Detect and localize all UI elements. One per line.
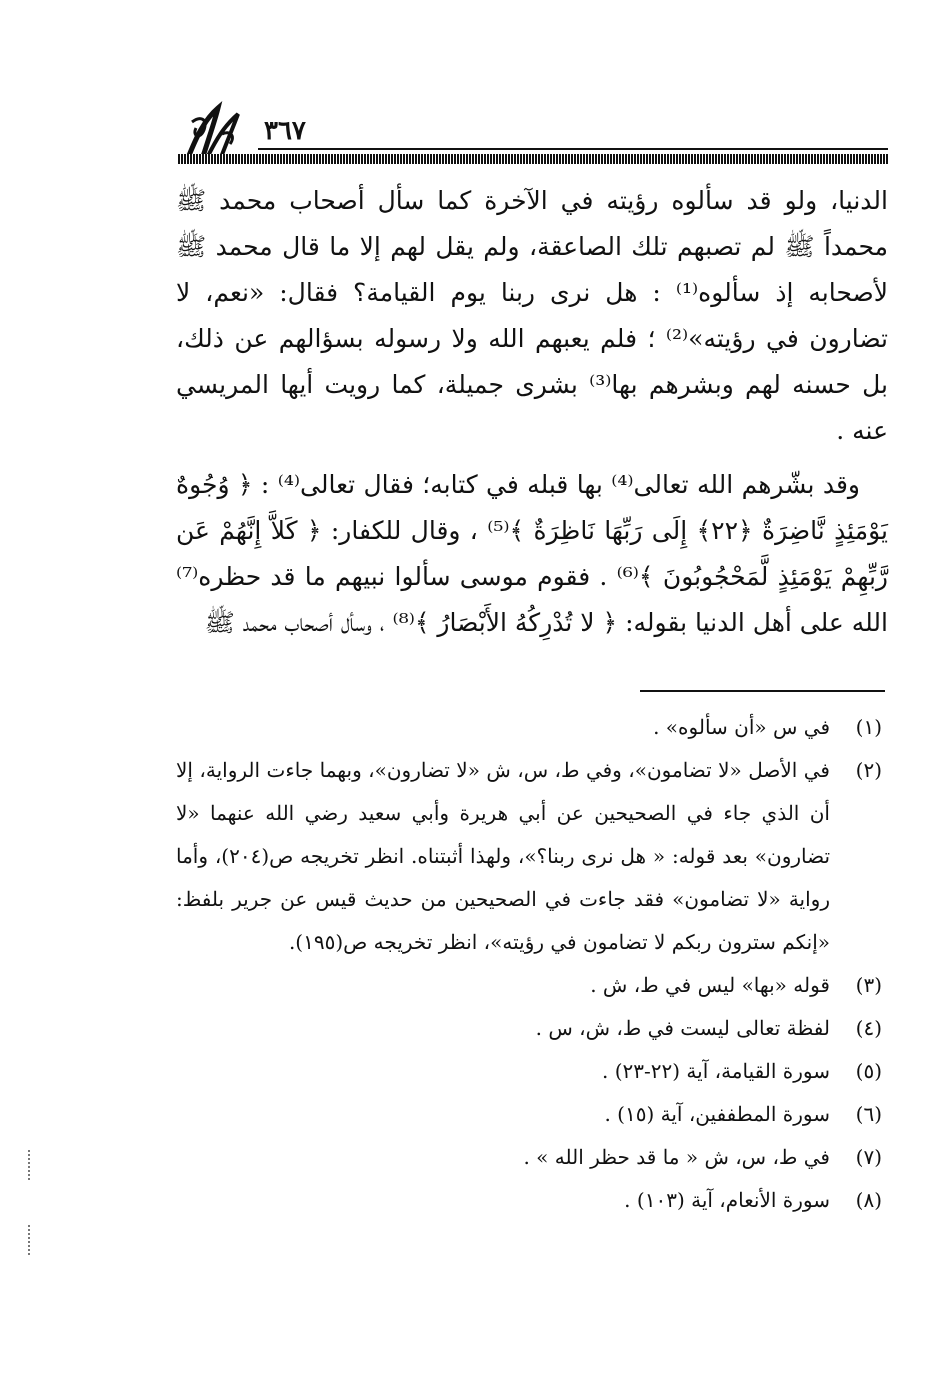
main-text bbox=[176, 178, 888, 654]
footnote-number: (٨) bbox=[855, 1188, 882, 1212]
page-header bbox=[178, 100, 888, 170]
scan-margin-mark bbox=[28, 1225, 34, 1255]
scan-margin-mark bbox=[28, 1150, 34, 1180]
footnote bbox=[176, 1050, 882, 1093]
footnote-number: (٧) bbox=[855, 1145, 882, 1169]
footnote bbox=[176, 1179, 882, 1222]
footnote-number: (١) bbox=[855, 715, 882, 739]
footnote-text: سورة القيامة، آية (٢٢-٢٣) . bbox=[602, 1059, 830, 1083]
footnote-text: سورة المطففين، آية (١٥) . bbox=[604, 1102, 830, 1126]
footnote-number: (٤) bbox=[855, 1016, 882, 1040]
footnote bbox=[176, 1007, 882, 1050]
paragraph: وقد بشّرهم الله تعالى⁽⁴⁾ بها قبله في كتابه؛ فقال تعالى⁽⁴⁾ : ﴿ وُجُوهٌ يَوْمَئِذٍ نَّاضِرَةٌ ﴿٢٢﴾ إِلَى رَبِّهَا نَاظِرَةٌ ﴾⁽⁵⁾ ، وقال للكفار: ﴿ كَلاَّ إِنَّهُمْ عَن رَّبِّهِمْ يَوْمَئِذٍ لَّمَحْجُوبُونَ ﴾⁽⁶⁾ . فقوم موسى سألوا نبيهم ما قد حظره⁽⁷⁾ الله على أهل الدنيا بقوله: ﴿ لا تُدْرِكُهُ الأَبْصَارُ ﴾⁽⁸⁾ ، وسأل أصحاب محمد ﷺ bbox=[176, 470, 888, 637]
footnote-text: سورة الأنعام، آية (١٠٣) . bbox=[624, 1188, 830, 1212]
footnote bbox=[176, 749, 882, 964]
footnote-text: في ط، س، ش « ما قد حظر الله » . bbox=[523, 1145, 830, 1169]
footnote bbox=[176, 1136, 882, 1179]
footnote-text: في س «أن سألوه» . bbox=[653, 715, 830, 739]
paragraph: الدنيا، ولو قد سألوه رؤيته في الآخرة كما سأل أصحاب محمد ﷺ محمداً ﷺ لم تصبهم تلك الصاعقة، ولم يقل لهم إلا ما قال محمد ﷺ لأصحابه إذ سألوه⁽¹⁾ : هل نرى ربنا يوم القيامة؟ فقال: «نعم، لا تضارون في رؤيته»⁽²⁾ ؛ فلم يعبهم الله ولا رسوله بسؤالهم عن ذلك، بل حسنه لهم وبشرهم بها⁽³⁾ بشرى جميلة، كما رويت أيها المريسي عنه . bbox=[176, 186, 889, 445]
footnote bbox=[176, 964, 882, 1007]
footnote-number: (٣) bbox=[855, 973, 882, 997]
footnote bbox=[176, 706, 882, 749]
footnote-text: لفظة تعالى ليست في ط، ش، س . bbox=[535, 1016, 830, 1040]
footnote bbox=[176, 1093, 882, 1136]
footnote-text: في الأصل «لا تضامون»، وفي ط، س، ش «لا تضارون»، وبهما جاءت الرواية، إلا أن الذي جاء في الصحيحين عن أبي هريرة وأبي سعيد رضي الله عنهما «لا تضارون» بعد قوله: « هل نرى ربنا؟»، ولهذا أثبتناه. انظر تخريجه ص(٢٠٤)، وأما رواية «لا تضامون» فقد جاءت في الصحيحين من حديث قيس عن جرير بلفظ: «إنكم سترون ربكم لا تضامون في رؤيته»، انظر تخريجه ص(١٩٥). bbox=[176, 758, 831, 954]
header-thin-rule bbox=[258, 148, 888, 150]
footnote-number: (٦) bbox=[855, 1102, 882, 1126]
footnote-number: (٥) bbox=[855, 1059, 882, 1083]
footnotes bbox=[176, 706, 882, 1222]
header-decorative-rule bbox=[178, 154, 888, 164]
footnote-number: (٢) bbox=[855, 758, 882, 782]
page-number: ٣٦٧ bbox=[264, 116, 306, 146]
footnote-separator bbox=[640, 690, 885, 692]
footnote-text: قوله «بها» ليس في ط، ش . bbox=[590, 973, 830, 997]
